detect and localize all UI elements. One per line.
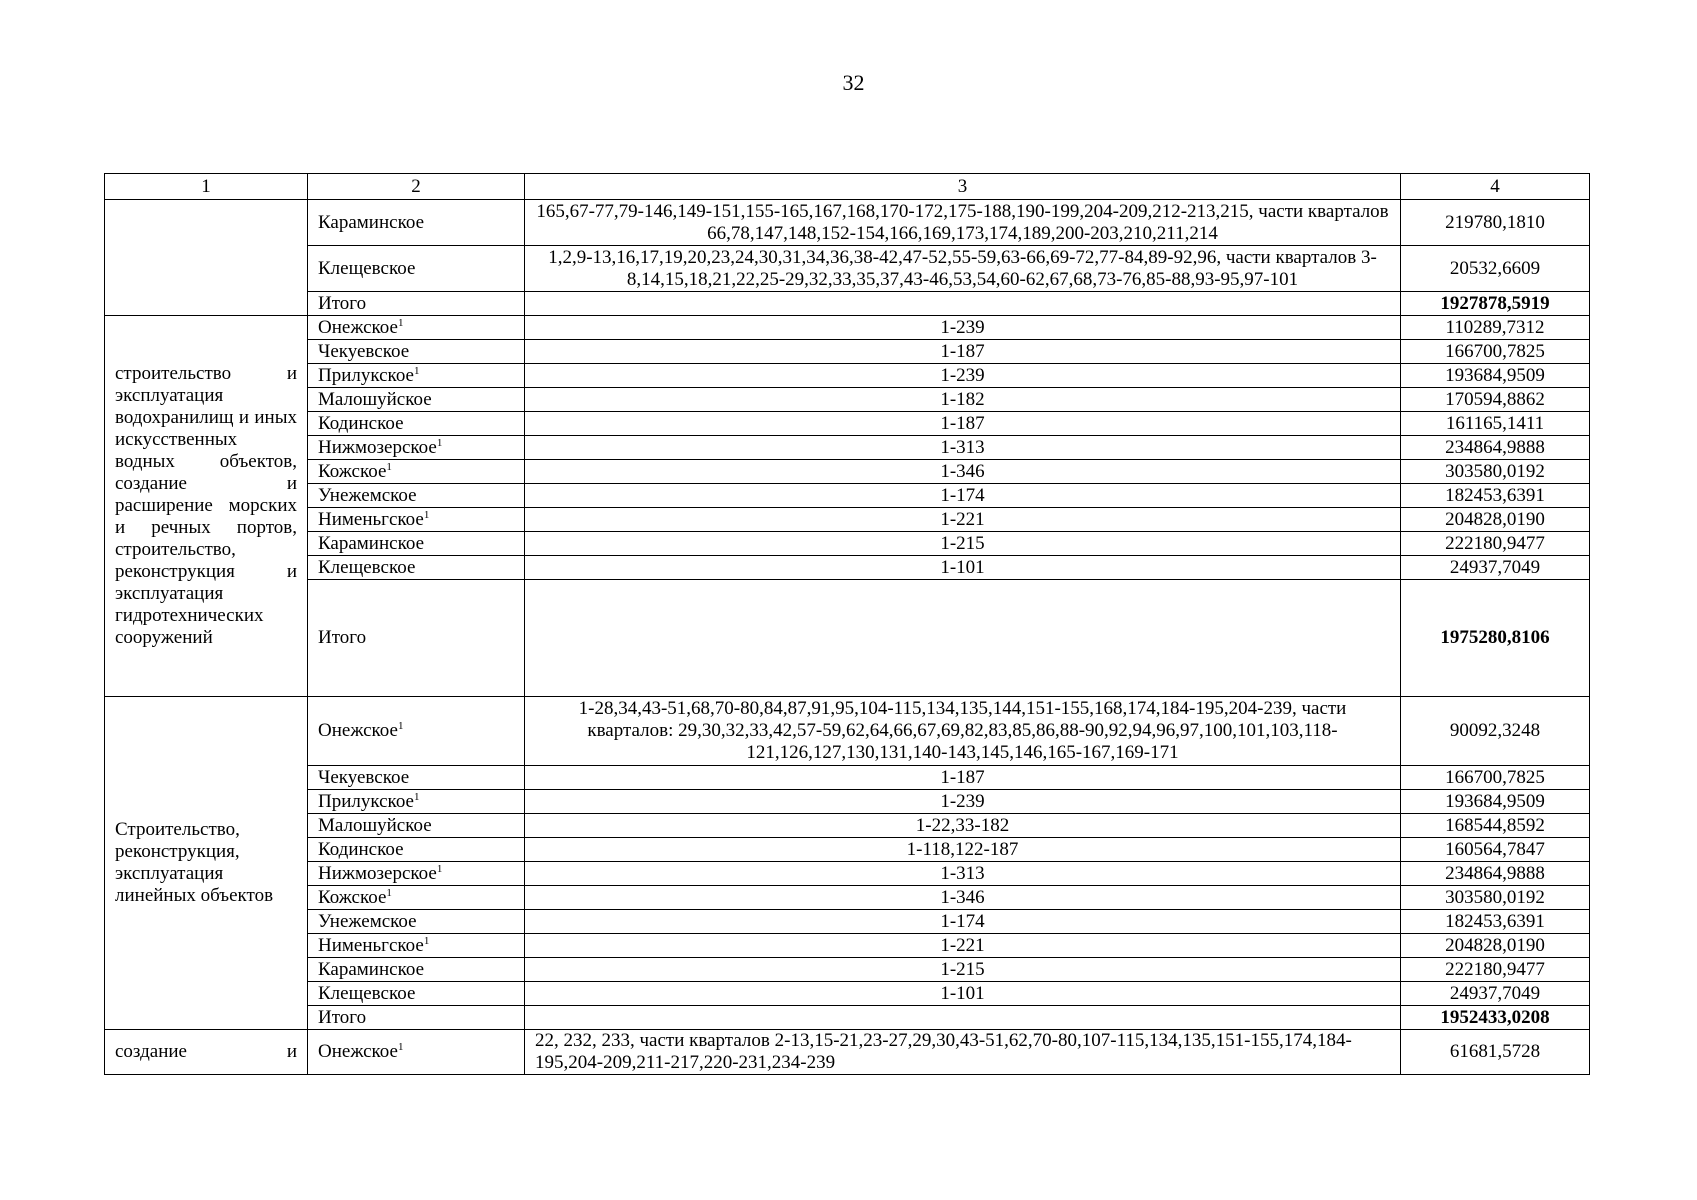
total-value: 1927878,5919 xyxy=(1401,292,1590,316)
forestry-name-cell xyxy=(308,814,525,838)
total-label: Итого xyxy=(308,292,525,316)
quarters-cell: 1-346 xyxy=(525,460,1401,484)
table-row xyxy=(105,316,1590,340)
table-row xyxy=(105,814,1590,838)
table-row xyxy=(105,982,1590,1006)
forestry-name-cell xyxy=(308,886,525,910)
empty-cell xyxy=(525,292,1401,316)
table-row xyxy=(105,1030,1590,1075)
table-row xyxy=(105,436,1590,460)
header-cell: 1 xyxy=(105,174,308,200)
header-row xyxy=(105,174,1590,200)
footnote-mark: 1 xyxy=(397,1041,404,1053)
table-row xyxy=(105,790,1590,814)
area-cell: 193684,9509 xyxy=(1401,364,1590,388)
quarters-cell: 1-313 xyxy=(525,436,1401,460)
category-cell: Строительство, реконструкция, эксплуатация линейных объектов xyxy=(105,697,308,1030)
total-label: Итого xyxy=(308,1006,525,1030)
table-row xyxy=(105,532,1590,556)
quarters-cell: 1-118,122-187 xyxy=(525,838,1401,862)
area-cell: 303580,0192 xyxy=(1401,886,1590,910)
table-row xyxy=(105,934,1590,958)
forestry-name: Нименьгское xyxy=(318,508,424,530)
forestry-name: Чекуевское xyxy=(318,766,410,788)
quarters-cell: 1-174 xyxy=(525,910,1401,934)
forestry-name: Клещевское xyxy=(318,982,416,1004)
quarters-cell: 1,2,9-13,16,17,19,20,23,24,30,31,34,36,38-42,47-52,55-59,63-66,69-72,77-84,89-92,96, части кварталов 3-8,14,15,18,21,22,25-29,32,33,35,37,43-46,53,54,60-62,67,68,73-76,85-88,93-95,97-101 xyxy=(525,246,1401,292)
forestry-name: Унежемское xyxy=(318,910,417,932)
table-row xyxy=(105,484,1590,508)
forestry-name-cell xyxy=(308,790,525,814)
forestry-name: Караминское xyxy=(318,958,425,980)
category-cell: строительство и эксплуатация водохранилищ и иных искусственных водных объектов, создание и расширение морских и речных портов, строительство, реконструкция и эксплуатация гидротехнических сооружений xyxy=(105,316,308,697)
area-cell: 204828,0190 xyxy=(1401,508,1590,532)
table-row xyxy=(105,958,1590,982)
table-row xyxy=(105,364,1590,388)
forestry-name-cell xyxy=(308,1030,525,1075)
forestry-name: Кожское xyxy=(318,886,387,908)
table-row xyxy=(105,910,1590,934)
forestry-name: Клещевское xyxy=(318,556,416,578)
table-row xyxy=(105,200,1590,246)
quarters-cell: 1-215 xyxy=(525,958,1401,982)
quarters-cell: 1-346 xyxy=(525,886,1401,910)
quarters-cell: 1-187 xyxy=(525,766,1401,790)
area-cell: 222180,9477 xyxy=(1401,532,1590,556)
category-cell xyxy=(105,200,308,316)
forestry-name-cell xyxy=(308,766,525,790)
quarters-cell: 1-28,34,43-51,68,70-80,84,87,91,95,104-115,134,135,144,151-155,168,174,184-195,204-239, части кварталов: 29,30,32,33,42,57-59,62,64,66,67,69,82,83,85,86,88-90,92,94,96,97,100,101,103,118-121,126,127,130,131,140-143,145,146,165-167,169-171 xyxy=(525,697,1401,766)
footnote-mark: 1 xyxy=(436,436,443,449)
forestry-name: Нижмозерское xyxy=(318,862,437,884)
quarters-cell: 22, 232, 233, части кварталов 2-13,15-21,23-27,29,30,43-51,62,70-80,107-115,134,135,151-155,174,184-195,204-209,211-217,220-231,234-239 xyxy=(525,1030,1401,1075)
header-cell: 4 xyxy=(1401,174,1590,200)
quarters-cell: 1-239 xyxy=(525,790,1401,814)
area-cell: 61681,5728 xyxy=(1401,1030,1590,1075)
quarters-cell: 1-22,33-182 xyxy=(525,814,1401,838)
quarters-cell: 1-239 xyxy=(525,316,1401,340)
footnote-mark: 1 xyxy=(414,364,420,377)
area-cell: 110289,7312 xyxy=(1401,316,1590,340)
forestry-name-cell xyxy=(308,246,525,292)
total-row xyxy=(105,292,1590,316)
area-cell: 222180,9477 xyxy=(1401,958,1590,982)
forestry-name-cell xyxy=(308,200,525,246)
forestry-name: Кодинское xyxy=(318,838,404,860)
footnote-mark: 1 xyxy=(414,790,420,803)
forestry-table xyxy=(104,173,1590,1075)
header-cell: 3 xyxy=(525,174,1401,200)
quarters-cell: 1-174 xyxy=(525,484,1401,508)
area-cell: 24937,7049 xyxy=(1401,556,1590,580)
area-cell: 166700,7825 xyxy=(1401,340,1590,364)
forestry-name: Караминское xyxy=(318,532,425,554)
table-row xyxy=(105,340,1590,364)
quarters-cell: 1-101 xyxy=(525,556,1401,580)
forestry-name-cell xyxy=(308,934,525,958)
forestry-name-cell xyxy=(308,532,525,556)
forestry-name-cell xyxy=(308,364,525,388)
area-cell: 168544,8592 xyxy=(1401,814,1590,838)
total-row xyxy=(105,1006,1590,1030)
table-row xyxy=(105,556,1590,580)
quarters-cell: 165,67-77,79-146,149-151,155-165,167,168,170-172,175-188,190-199,204-209,212-213,215, части кварталов 66,78,147,148,152-154,166,169,173,174,189,200-203,210,211,214 xyxy=(525,200,1401,246)
area-cell: 193684,9509 xyxy=(1401,790,1590,814)
forestry-name: Нижмозерское xyxy=(318,436,437,458)
page-number: 32 xyxy=(842,70,865,95)
total-value: 1952433,0208 xyxy=(1401,1006,1590,1030)
forestry-name-cell xyxy=(308,484,525,508)
quarters-cell: 1-182 xyxy=(525,388,1401,412)
forestry-name-cell xyxy=(308,556,525,580)
quarters-cell: 1-239 xyxy=(525,364,1401,388)
quarters-cell: 1-221 xyxy=(525,934,1401,958)
area-cell: 20532,6609 xyxy=(1401,246,1590,292)
area-cell: 182453,6391 xyxy=(1401,910,1590,934)
area-cell: 234864,9888 xyxy=(1401,436,1590,460)
area-cell: 204828,0190 xyxy=(1401,934,1590,958)
footnote-mark: 1 xyxy=(423,508,430,521)
forestry-name-cell xyxy=(308,508,525,532)
area-cell: 182453,6391 xyxy=(1401,484,1590,508)
forestry-name-cell xyxy=(308,460,525,484)
footnote-mark: 1 xyxy=(397,316,404,329)
forestry-name-cell xyxy=(308,412,525,436)
forestry-name: Клещевское xyxy=(318,257,416,279)
forestry-name: Караминское xyxy=(318,211,425,233)
forestry-name: Онежское xyxy=(318,720,398,741)
area-cell: 90092,3248 xyxy=(1401,697,1590,766)
forestry-name: Прилукское xyxy=(318,790,414,812)
forestry-name-cell xyxy=(308,316,525,340)
area-cell: 160564,7847 xyxy=(1401,838,1590,862)
empty-cell xyxy=(525,580,1401,697)
total-row xyxy=(105,580,1590,697)
forestry-name: Кожское xyxy=(318,460,387,482)
footnote-mark: 1 xyxy=(386,886,392,899)
area-cell: 303580,0192 xyxy=(1401,460,1590,484)
forestry-name-cell xyxy=(308,982,525,1006)
forestry-name: Унежемское xyxy=(318,484,417,506)
forestry-name: Чекуевское xyxy=(318,340,410,362)
area-cell: 166700,7825 xyxy=(1401,766,1590,790)
area-cell: 24937,7049 xyxy=(1401,982,1590,1006)
total-value: 1975280,8106 xyxy=(1401,580,1590,697)
table-row xyxy=(105,838,1590,862)
table-row xyxy=(105,460,1590,484)
forestry-name-cell xyxy=(308,340,525,364)
table-row xyxy=(105,388,1590,412)
quarters-cell: 1-313 xyxy=(525,862,1401,886)
category-cell: создание и xyxy=(105,1030,308,1075)
total-label: Итого xyxy=(308,580,525,697)
forestry-name: Малошуйское xyxy=(318,388,432,410)
table-row xyxy=(105,862,1590,886)
header-cell: 2 xyxy=(308,174,525,200)
table-row xyxy=(105,246,1590,292)
forestry-name: Малошуйское xyxy=(318,814,432,836)
forestry-name-cell xyxy=(308,697,525,766)
forestry-name: Нименьгское xyxy=(318,934,424,956)
table-row xyxy=(105,886,1590,910)
forestry-name-cell xyxy=(308,910,525,934)
empty-cell xyxy=(525,1006,1401,1030)
area-cell: 234864,9888 xyxy=(1401,862,1590,886)
forestry-name-cell xyxy=(308,436,525,460)
forestry-name-cell xyxy=(308,958,525,982)
forestry-name: Прилукское xyxy=(318,364,414,386)
area-cell: 219780,1810 xyxy=(1401,200,1590,246)
footnote-mark: 1 xyxy=(436,862,443,875)
forestry-name: Онежское xyxy=(318,316,398,338)
forestry-name-cell xyxy=(308,388,525,412)
area-cell: 161165,1411 xyxy=(1401,412,1590,436)
footnote-mark: 1 xyxy=(423,934,430,947)
footnote-mark: 1 xyxy=(386,460,392,473)
table-row xyxy=(105,766,1590,790)
quarters-cell: 1-187 xyxy=(525,340,1401,364)
quarters-cell: 1-187 xyxy=(525,412,1401,436)
quarters-cell: 1-101 xyxy=(525,982,1401,1006)
forestry-name: Онежское xyxy=(318,1041,398,1062)
area-cell: 170594,8862 xyxy=(1401,388,1590,412)
quarters-cell: 1-215 xyxy=(525,532,1401,556)
forestry-name-cell xyxy=(308,838,525,862)
table-row xyxy=(105,412,1590,436)
footnote-mark: 1 xyxy=(397,720,404,732)
forestry-name: Кодинское xyxy=(318,412,404,434)
table-row xyxy=(105,697,1590,766)
table-row xyxy=(105,508,1590,532)
forestry-name-cell xyxy=(308,862,525,886)
quarters-cell: 1-221 xyxy=(525,508,1401,532)
